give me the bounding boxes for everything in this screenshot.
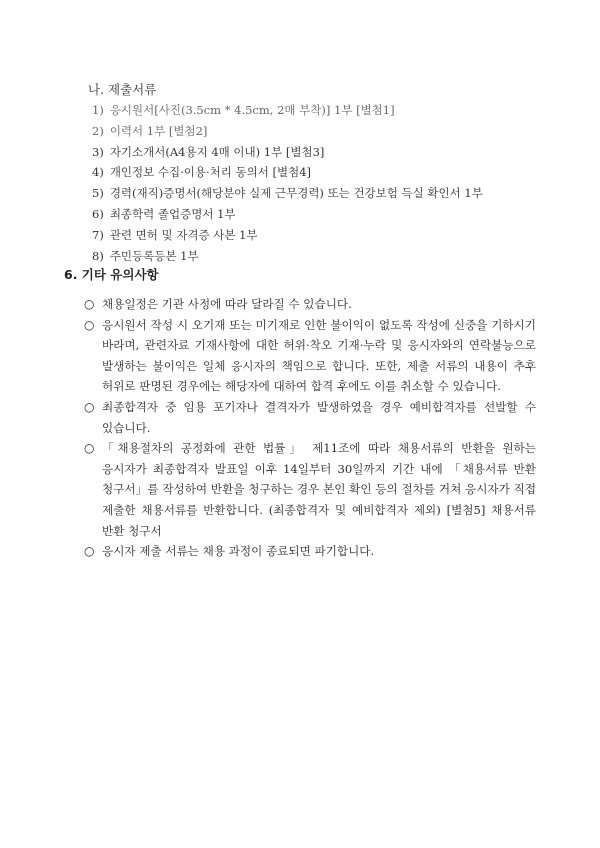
doc-item-number: 7) [92, 227, 104, 242]
doc-item-1 [92, 100, 483, 121]
doc-item-2 [92, 121, 483, 142]
submission-docs-list [92, 100, 483, 266]
submission-docs-heading: 나. 제출서류 [88, 82, 157, 97]
doc-item-8 [92, 246, 483, 267]
doc-item-text: 자기소개서(A4용지 4매 이내) 1부 [별첨3] [109, 144, 325, 159]
other-notes-list [84, 294, 536, 562]
note-item [84, 438, 536, 541]
doc-item-number: 3) [92, 144, 104, 159]
doc-item-5 [92, 183, 483, 204]
note-item [84, 294, 536, 315]
doc-item-text: 개인정보 수집·이용·처리 동의서 [별첨4] [109, 165, 312, 180]
circle-bullet-icon: ○ [84, 297, 95, 311]
doc-item-number: 4) [92, 165, 104, 180]
doc-item-number: 1) [92, 103, 104, 117]
doc-item-number: 6) [92, 206, 104, 221]
doc-item-text: 경력(재직)증명서(해당분야 실제 근무경력) 또는 건강보험 득실 확인서 1부 [109, 186, 483, 201]
note-item [84, 397, 536, 438]
doc-item-6 [92, 204, 483, 225]
other-notes-heading: 6. 기타 유의사항 [64, 267, 159, 282]
doc-item-7 [92, 225, 483, 246]
doc-item-number: 2) [92, 123, 104, 138]
circle-bullet-icon: ○ [84, 317, 95, 332]
doc-item-text: 최종학력 졸업증명서 1부 [109, 206, 236, 221]
note-text: 응시원서 작성 시 오기재 또는 미기재로 인한 불이익이 없도록 작성에 신중을 기하시기 바라며, 관련자료 기재사항에 대한 허위·착오 기재·누락 및 응시자와의 연락불능으로 발생하는 불이익은 일체 응시자의 책임으로 합니다. 또한, 제출 서류의 내용이 추후 허위로 판명된 경우에는 해당자에 대하여 합격 후에도 이를 취소할 수 있습니다. [102, 317, 536, 394]
note-item [84, 315, 536, 397]
doc-item-text: 주민등록등본 1부 [109, 248, 199, 263]
circle-bullet-icon: ○ [84, 399, 95, 414]
note-text: 채용일정은 기관 사정에 따라 달라질 수 있습니다. [102, 297, 352, 311]
circle-bullet-icon: ○ [84, 441, 95, 456]
doc-item-number: 8) [92, 248, 104, 263]
doc-item-text: 관련 면허 및 자격증 사본 1부 [109, 227, 258, 242]
note-text: 응시자 제출 서류는 채용 과정이 종료되면 파기합니다. [102, 544, 375, 559]
doc-item-4 [92, 162, 483, 183]
note-text: 「채용절차의 공정화에 관한 법률」 제11조에 따라 채용서류의 반환을 원하는 응시자가 최종합격자 발표일 이후 14일부터 30일까지 기간 내에 「채용서류 반환 청구서」를 작성하여 반환을 청구하는 경우 본인 확인 등의 절차를 거쳐 응시자가 직접 제출한 채용서류를 반환합니다. (최종합격자 및 예비합격자 제외) [별첨5] 채용서류 반환 청구서 [102, 441, 536, 538]
note-item [84, 541, 536, 562]
note-text: 최종합격자 중 임용 포기자나 결격자가 발생하였을 경우 예비합격자를 선발할 수 있습니다. [102, 399, 536, 435]
doc-item-text: 이력서 1부 [별첨2] [109, 123, 208, 138]
doc-item-text: 응시원서[사진(3.5cm * 4.5cm, 2매 부착)] 1부 [별첨1] [109, 103, 395, 117]
circle-bullet-icon: ○ [84, 544, 95, 559]
doc-item-number: 5) [92, 186, 104, 201]
doc-item-3 [92, 142, 483, 163]
